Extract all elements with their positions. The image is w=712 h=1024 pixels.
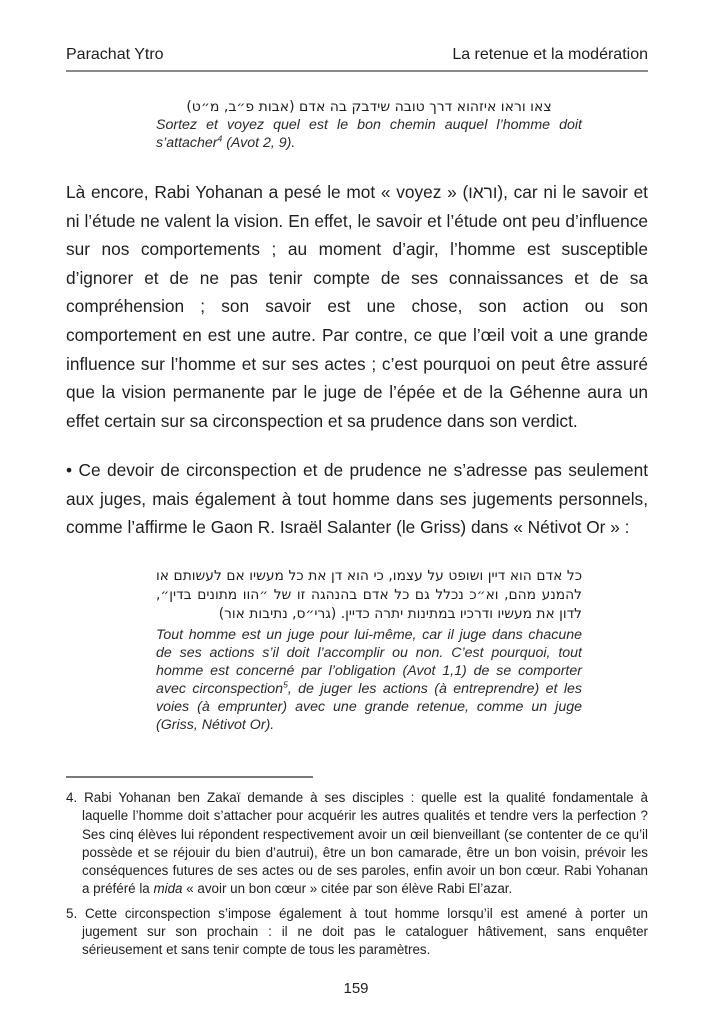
footnote-number: 5. bbox=[66, 905, 86, 921]
translation-text-end: , de juger les actions (à entreprendre) et les voies (à emprunter) avec une grande retenue, comme un juge (Griss, Nétivot Or). bbox=[156, 681, 582, 733]
footnote-ref-5[interactable]: 5 bbox=[283, 679, 288, 690]
quote-translation bbox=[156, 626, 582, 734]
header-chapter-title: La retenue et la modération bbox=[452, 46, 648, 63]
hebrew-quote-salanter bbox=[156, 567, 582, 734]
hebrew-text: כל אדם הוא דיין ושופט על עצמו, כי הוא דן את כל מעשיו אם לעשותם או להמנע מהם, וא״כ נכלל גם כל אדם בהנהגה זו של ״הוו מתונים בדין״, לדון את מעשיו ודרכיו במתינות יתרה כדיין. (גרי״ס, נתיבות אור) bbox=[156, 568, 582, 622]
translation-text: Sortez et voyez quel est le bon chemin auquel l’homme doit s’attacher bbox=[156, 117, 582, 151]
footnotes bbox=[66, 789, 648, 966]
footnote-5 bbox=[66, 905, 648, 960]
paragraph-vision: Là encore, Rabi Yohanan a pesé le mot « voyez » (וראו), car ni le savoir et ni l’étude ne valent la vision. En effet, le savoir et l’étude ont peu d’influence sur nos comportements ; au moment d’agir, l’homme est susceptible d’ignorer et de ne pas tenir compte de ses connaissances et de sa compréhension ; son savoir est une chose, son action ou son comportement en est une autre. Par contre, ce que l’œil voit a une grande influence sur l’homme et sur ses actes ; c’est pourquoi on peut être assuré que la vision permanente par le juge de l’épée et de la Géhenne aura un effet certain sur sa circonspection et sa prudence dans son verdict. bbox=[66, 182, 648, 431]
header-parasha-title: Parachat Ytro bbox=[66, 46, 164, 63]
footnote-number: 4. bbox=[66, 790, 85, 805]
footnote-ref-4[interactable]: 4 bbox=[217, 133, 223, 144]
running-header bbox=[66, 44, 648, 72]
footnote-text: Cette circonspection s’impose également à tout homme lorsqu’il est amené à porter un jugement sur son prochain : il ne doit pas le cataloguer hâtivement, sans enquêter sérieusement et sans tenir compte de tous les paramètres. bbox=[82, 905, 649, 958]
paragraph-circumspection: • Ce devoir de circonspection et de prudence ne s’adresse pas seulement aux juges, mais également à tout homme dans ses jugements personnels, comme l’affirme le Gaon R. Israël Salanter (le Griss) dans « Nétivot Or » : bbox=[66, 460, 648, 538]
footnote-text: Rabi Yohanan ben Zakaï demande à ses disciples : quelle est la qualité fondamentale à laquelle l’homme doit s’attacher pour acquérir les autres qualités et tendre vers la perfection ? Ses cinq élèves lui répondent respectivement avoir un œil bienveillant (se contenter de ce qu’il possède et se réjouir du bien d’autrui), être un bon camarade, être un bon voisin, prévoir les conséquences futures de ses actes ou de ses paroles, enfin avoir un bon cœur. Rabi Yohanan a préféré la bbox=[82, 790, 649, 897]
quote-translation bbox=[156, 116, 582, 152]
footnote-text-end: « avoir un bon cœur » citée par son élève Rabi El’azar. bbox=[182, 881, 513, 897]
hebrew-quote-avot bbox=[156, 98, 582, 152]
page-number: 159 bbox=[343, 980, 369, 997]
footnote-separator bbox=[66, 776, 313, 778]
footnote-4 bbox=[66, 789, 648, 899]
footnote-italic-term: mida bbox=[153, 881, 183, 897]
hebrew-text: צאו וראו איזהוא דרך טובה שידבק בה אדם (אבות פ״ב, מ״ט) bbox=[186, 99, 552, 115]
translation-text: Tout homme est un juge pour lui-même, car il juge dans chacune de ses actions s’il doit l’accomplir ou non. C’est pourquoi, tout homme est concerné par l’obligation (Avot 1,1) de se comporter avec circonspection bbox=[156, 627, 582, 697]
translation-source: (Avot 2, 9). bbox=[222, 135, 296, 151]
